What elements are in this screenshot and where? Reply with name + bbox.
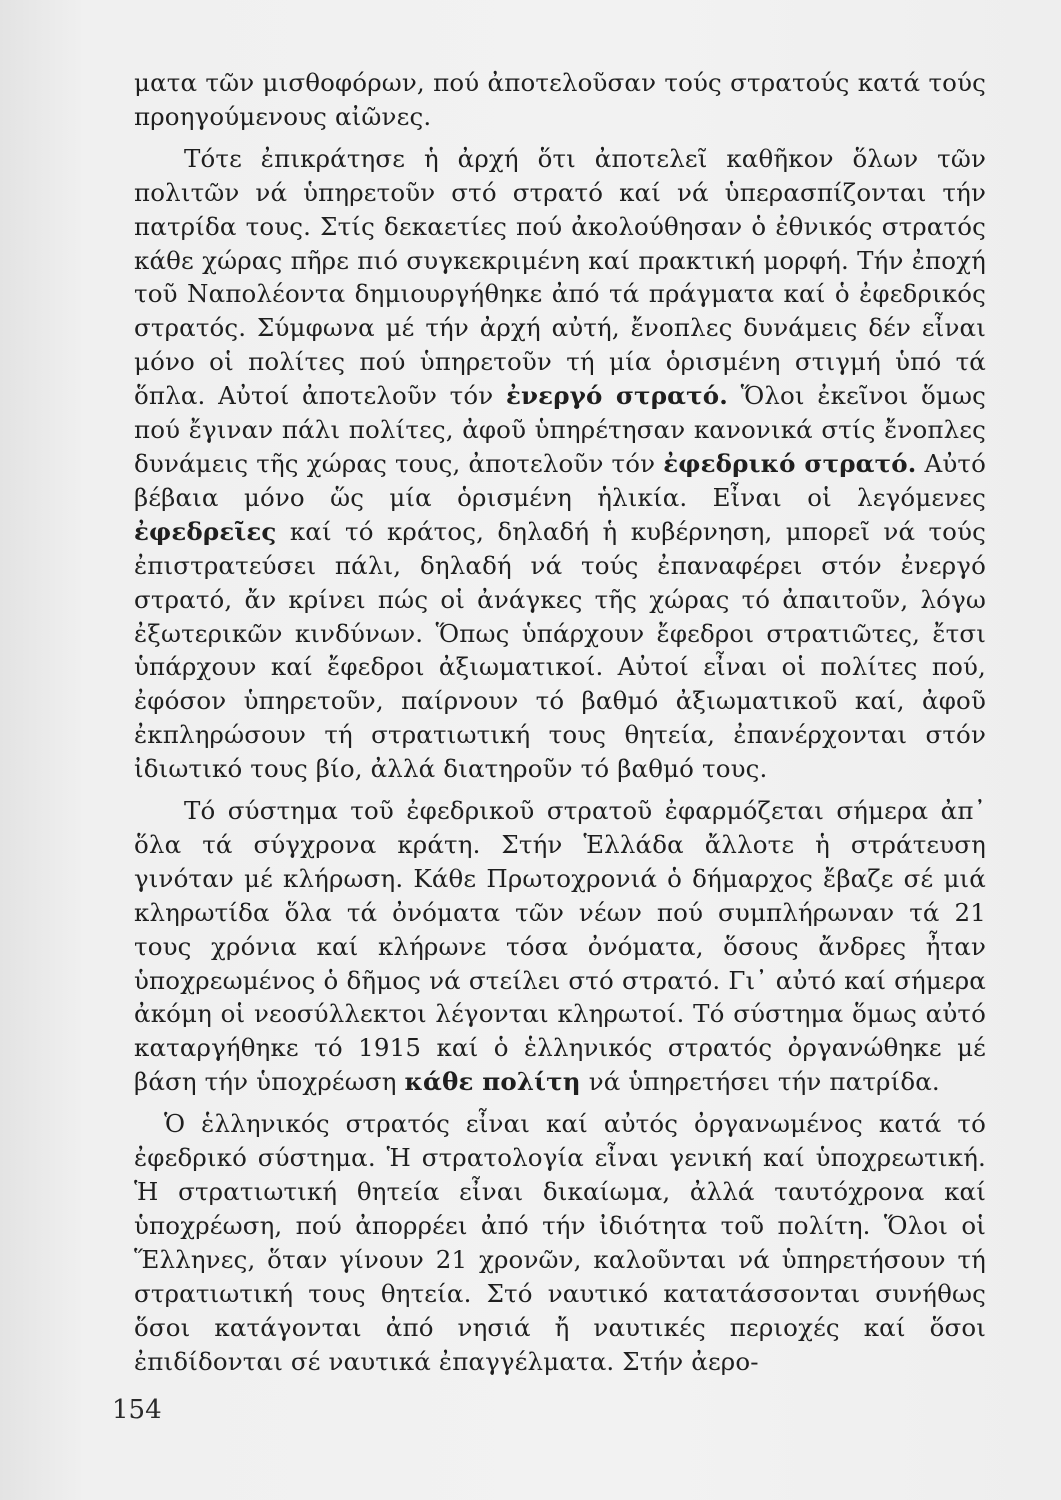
bold-term-reserves: ἐφεδρεῖες [134,516,277,546]
bold-term-reserve-army: ἐφεδρικό στρατό. [663,448,917,478]
text-segment: νά ὑπηρετήσει τήν πατρίδα. [580,1067,940,1097]
text-segment: Τό σύστημα τοῦ ἐφεδρικοῦ στρατοῦ ἐφαρμόζεται σήμερα ἀπ᾿ ὅλα τά σύγχρονα κράτη. Στήν Ἑλλάδα ἄλλοτε ἡ στράτευση γινόταν μέ κλήρωση. Κάθε Πρωτοχρονιά ὁ δήμαρχος ἔβαζε σέ μιά κληρωτίδα ὅλα τά ὀνόματα τῶν νέων πού συμπλήρωναν τά 21 τους χρόνια καί κλήρωνε τόσα ὀνόματα, ὅσους ἄνδρες ἦταν ὑποχρεωμένος ὁ δῆμος νά στείλει στό στρατό. Γι᾿ αὐτό καί σήμερα ἀκόμη οἱ νεοσύλλεκτοι λέγονται κληρωτοί. Τό σύστημα ὅμως αὐτό καταργήθηκε τό 1915 καί ὁ ἑλληνικός στρατός ὀργανώθηκε μέ βάση τήν ὑποχρέωση [134,796,986,1097]
text-segment: Αὐτό βέβαια μόνο ὥς μία ὁρισμένη ἡλικία. Εἶναι οἱ λεγόμενες [134,448,986,512]
text-segment: Ὁ ἑλληνικός στρατός εἶναι καί αὐτός ὀργανωμένος κατά τό ἐφεδρικό σύστημα. Ἡ στρατολογία εἶναι γενική καί ὑποχρεωτική. Ἡ στρατιωτική θητεία εἶναι δικαίωμα, ἀλλά ταυτόχρονα καί ὑποχρέωση, πού ἀπορρέει ἀπό τήν ἰδιότητα τοῦ πολίτη. Ὅλοι οἱ Ἕλληνες, ὅταν γίνουν 21 χρονῶν, καλοῦνται νά ὑπηρετήσουν τή στρατιωτική τους θητεία. Στό ναυτικό κατατάσσονται συνήθως ὅσοι κατάγονται ἀπό νησιά ἤ ναυτικές περιοχές καί ὅσοι ἐπιδίδονται σέ ναυτικά ἐπαγγέλματα. Στήν ἀερο- [134,1109,986,1376]
paragraph-continuation [134,66,986,134]
paragraph-system [134,794,986,1099]
text-segment: Τότε ἐπικράτησε ἡ ἀρχή ὅτι ἀποτελεῖ καθῆκον ὅλων τῶν πολιτῶν νά ὑπηρετοῦν στό στρατό καί νά ὑπερασπίζονται τήν πατρίδα τους. Στίς δεκαετίες πού ἀκολούθησαν ὁ ἐθνικός στρατός κάθε χώρας πῆρε πιό συγκεκριμένη καί πρακτική μορφή. Τήν ἐποχή τοῦ Ναπολέοντα δημιουργήθηκε ἀπό τά πράγματα καί ὁ ἐφεδρικός στρατός. Σύμφωνα μέ τήν ἀρχή αὐτή, ἔνοπλες δυνάμεις δέν εἶναι μόνο οἱ πολίτες πού ὑπηρετοῦν τή μία ὁρισμένη στιγμή ὑπό τά ὅπλα. Αὐτοί ἀποτελοῦν τόν [134,143,986,411]
text-segment: καί τό κράτος, δηλαδή ἡ κυβέρνηση, μπορεῖ νά τούς ἐπιστρατεύσει πάλι, δηλαδή νά τούς ἐπαναφέρει στόν ἐνεργό στρατό, ἄν κρίνει πώς οἱ ἀνάγκες τῆς χώρας τό ἀπαιτοῦν, λόγω ἐξωτερικῶν κινδύνων. Ὅπως ὑπάρχουν ἔφεδροι στρατιῶτες, ἔτσι ὑπάρχουν καί ἔφεδροι ἀξιωματικοί. Αὐτοί εἶναι οἱ πολίτες πού, ἐφόσον ὑπηρετοῦν, παίρνουν τό βαθμό ἀξιωματικοῦ καί, ἀφοῦ ἐκπληρώσουν τή στρατιωτική τους θητεία, ἐπανέρχονται στόν ἰδιωτικό τους βίο, ἀλλά διατηροῦν τό βαθμό τους. [134,516,986,784]
bold-term-every-citizen: κάθε πολίτη [404,1067,581,1097]
text-segment: ματα τῶν μισθοφόρων, πού ἀποτελοῦσαν τούς στρατούς κατά τούς προηγούμενους αἰῶνες. [134,68,986,131]
text-segment: Ὅλοι ἐκεῖνοι ὅμως πού ἔγιναν πάλι πολίτες, ἀφοῦ ὑπηρέτησαν κανονικά στίς ἔνοπλες δυνάμεις τῆς χώρας τους, ἀποτελοῦν τόν [134,381,986,478]
paragraph-principle [134,142,986,786]
page-number: 154 [112,1395,162,1425]
bold-term-active-army: ἐνεργό στρατό. [505,381,728,411]
paragraph-greek-army [134,1107,986,1378]
body-text [134,66,986,1378]
